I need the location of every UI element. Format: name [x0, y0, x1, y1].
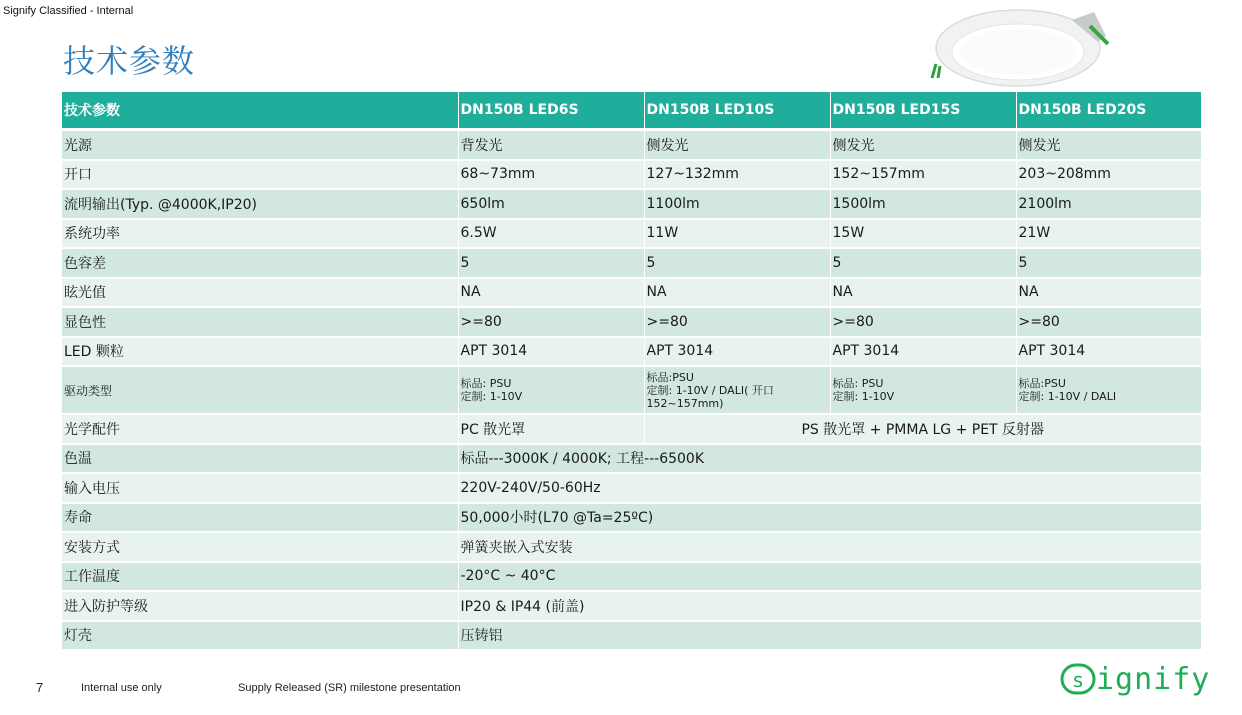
cell-line: 标品: PSU [832, 377, 884, 390]
column-header: DN150B LED6S [458, 92, 644, 130]
row-label: 色容差 [62, 248, 458, 278]
row-label: 安装方式 [62, 532, 458, 562]
table-cell: 弹簧夹嵌入式安装 [458, 532, 1201, 562]
table-cell: >=80 [830, 307, 1016, 337]
table-row [62, 532, 1201, 562]
table-cell [644, 366, 830, 414]
table-cell: 650lm [458, 189, 644, 219]
cell-line: 标品:PSU [646, 370, 694, 384]
table-cell: NA [644, 278, 830, 308]
row-label: 输入电压 [62, 473, 458, 503]
cell-line: 定制: 1-10V / DALI( 开口 [646, 383, 774, 397]
table-cell: 11W [644, 219, 830, 249]
table-cell: 2100lm [1016, 189, 1201, 219]
table-row [62, 591, 1201, 621]
row-label: 开口 [62, 160, 458, 190]
row-label: 眩光值 [62, 278, 458, 308]
table-cell: NA [458, 278, 644, 308]
table-cell: 6.5W [458, 219, 644, 249]
cell-line: 定制: 1-10V / DALI [1018, 390, 1117, 403]
table-cell: 背发光 [458, 130, 644, 160]
table-cell: APT 3014 [644, 337, 830, 367]
table-row [62, 444, 1201, 474]
table-cell: >=80 [644, 307, 830, 337]
table-row [62, 621, 1201, 651]
table-cell: APT 3014 [458, 337, 644, 367]
table-header-row [62, 92, 1201, 130]
table-cell: 127~132mm [644, 160, 830, 190]
row-label: 寿命 [62, 503, 458, 533]
table-cell: APT 3014 [1016, 337, 1201, 367]
table-cell: 21W [1016, 219, 1201, 249]
table-cell: NA [1016, 278, 1201, 308]
table-row [62, 219, 1201, 249]
cell-line: 152~157mm) [646, 396, 724, 410]
table-row [62, 414, 1201, 444]
table-row [62, 130, 1201, 160]
cell-line: 定制: 1-10V [832, 390, 895, 403]
internal-use-label: Internal use only [81, 682, 162, 694]
row-label: 色温 [62, 444, 458, 474]
table-cell: 5 [644, 248, 830, 278]
cell-line: 定制: 1-10V [460, 390, 523, 403]
table-cell [458, 366, 644, 414]
svg-text:s: s [1071, 668, 1085, 692]
table-cell: 220V-240V/50-60Hz [458, 473, 1201, 503]
row-label: 驱动类型 [62, 366, 458, 414]
cell-line: 标品:PSU [1018, 377, 1066, 390]
table-cell: >=80 [1016, 307, 1201, 337]
row-label: 工作温度 [62, 562, 458, 592]
table-row [62, 562, 1201, 592]
row-label: 灯壳 [62, 621, 458, 651]
table-cell: 5 [458, 248, 644, 278]
row-label: 系统功率 [62, 219, 458, 249]
downlight-product-image [922, 6, 1114, 88]
signify-logo-text: ignify [1096, 661, 1211, 697]
table-cell: IP20 & IP44 (前盖) [458, 591, 1201, 621]
row-label: LED 颗粒 [62, 337, 458, 367]
table-cell: 203~208mm [1016, 160, 1201, 190]
row-label: 光学配件 [62, 414, 458, 444]
table-cell [830, 366, 1016, 414]
table-cell: -20°C ~ 40°C [458, 562, 1201, 592]
column-header: 技术参数 [62, 92, 458, 130]
table-row [62, 366, 1201, 414]
table-cell: 68~73mm [458, 160, 644, 190]
page-number: 7 [36, 680, 44, 695]
signify-logo-mark-icon [1060, 661, 1096, 697]
table-row [62, 503, 1201, 533]
table-row [62, 248, 1201, 278]
table-cell: 152~157mm [830, 160, 1016, 190]
row-label: 显色性 [62, 307, 458, 337]
table-cell: 5 [830, 248, 1016, 278]
table-cell: 标品---3000K / 4000K; 工程---6500K [458, 444, 1201, 474]
column-header: DN150B LED20S [1016, 92, 1201, 130]
table-cell: 1100lm [644, 189, 830, 219]
spec-table [62, 92, 1201, 651]
table-cell: 15W [830, 219, 1016, 249]
classification-label: Signify Classified - Internal [3, 5, 134, 17]
table-row [62, 278, 1201, 308]
table-row [62, 307, 1201, 337]
table-row [62, 189, 1201, 219]
column-header: DN150B LED15S [830, 92, 1016, 130]
table-row [62, 160, 1201, 190]
page-title: 技术参数 [63, 42, 196, 80]
table-cell: 侧发光 [644, 130, 830, 160]
table-cell: PS 散光罩 + PMMA LG + PET 反射器 [644, 414, 1201, 444]
signify-logo [1060, 660, 1230, 698]
table-cell: 侧发光 [830, 130, 1016, 160]
table-cell: NA [830, 278, 1016, 308]
table-cell: 5 [1016, 248, 1201, 278]
table-row [62, 473, 1201, 503]
row-label: 光源 [62, 130, 458, 160]
table-cell: APT 3014 [830, 337, 1016, 367]
presentation-name: Supply Released (SR) milestone presentation [238, 682, 461, 694]
table-cell: 压铸铝 [458, 621, 1201, 651]
table-row [62, 337, 1201, 367]
table-cell: 侧发光 [1016, 130, 1201, 160]
table-cell [1016, 366, 1201, 414]
table-cell: 1500lm [830, 189, 1016, 219]
table-cell: >=80 [458, 307, 644, 337]
row-label: 流明输出(Typ. @4000K,IP20) [62, 189, 458, 219]
table-cell: PC 散光罩 [458, 414, 644, 444]
table-cell: 50,000小时(L70 @Ta=25ºC) [458, 503, 1201, 533]
row-label: 进入防护等级 [62, 591, 458, 621]
cell-line: 标品: PSU [460, 377, 512, 390]
column-header: DN150B LED10S [644, 92, 830, 130]
